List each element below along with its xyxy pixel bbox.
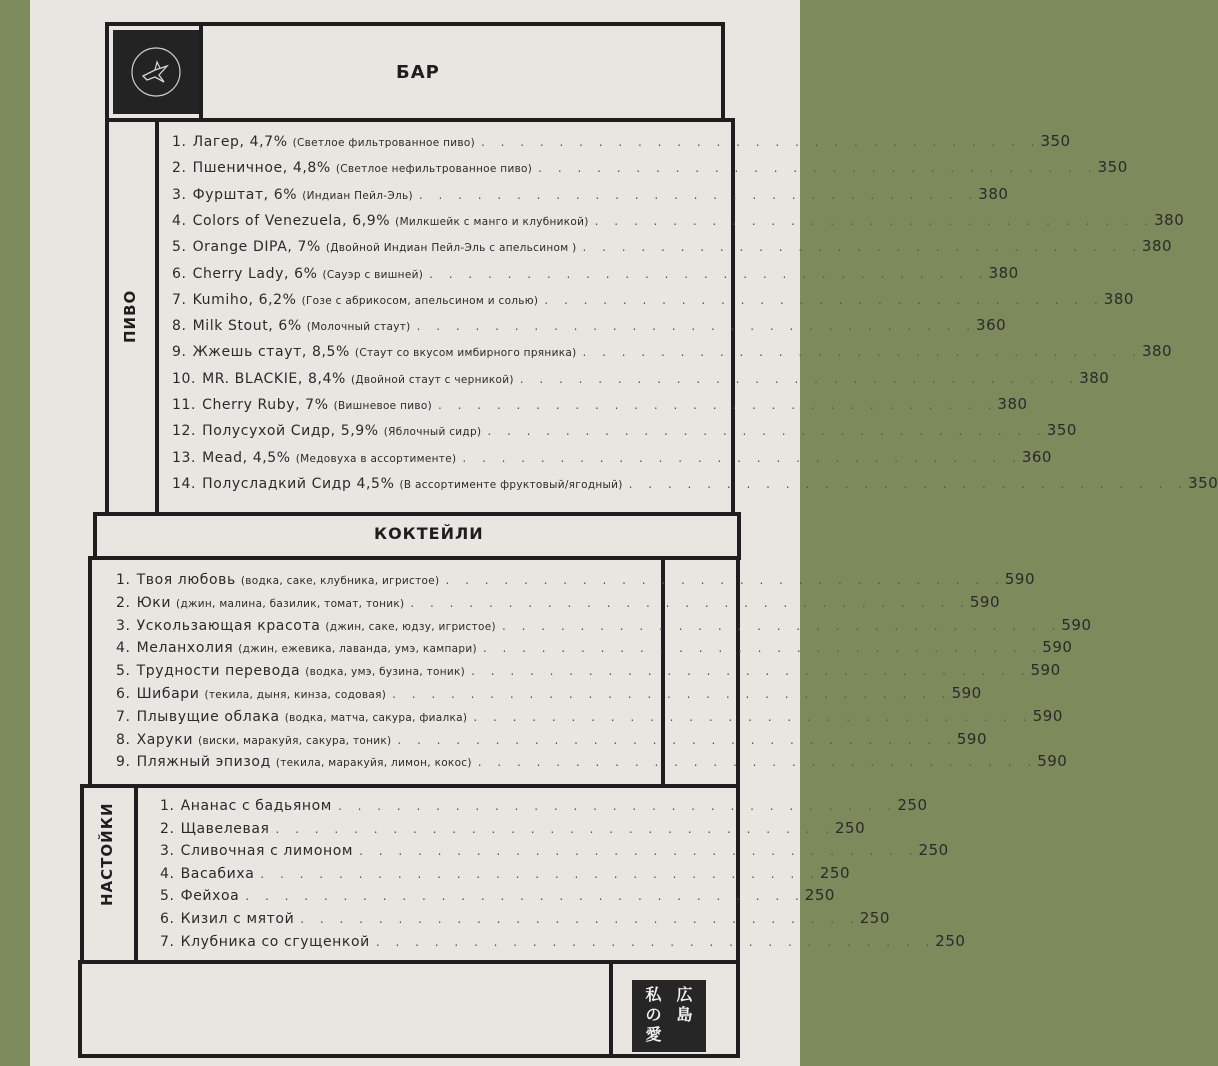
item-name: Ананас с бадьяном <box>180 798 332 814</box>
item-price: 250 <box>897 796 928 814</box>
item-price: 590 <box>951 684 982 702</box>
item-description: (текила, маракуйя, лимон, кокос) <box>275 757 472 770</box>
tinctures-divider <box>134 784 138 964</box>
item-price: 350 <box>1188 473 1218 492</box>
item-description: (Гозе с абрикосом, апельсином и солью) <box>301 294 539 307</box>
item-name: Milk Stout, 6% <box>192 318 302 335</box>
item-number: 14. <box>172 475 197 492</box>
item-number: 4. <box>116 640 131 657</box>
item-price: 590 <box>1032 706 1063 725</box>
item-name: Щавелевая <box>180 820 270 837</box>
bar-title: БАР <box>396 62 440 83</box>
item-description: (Милкшейк с манго и клубникой) <box>395 215 589 228</box>
item-number: 7. <box>172 291 187 308</box>
item-name: Фейхоа <box>180 888 240 905</box>
beer-divider <box>155 118 159 516</box>
item-description: (джин, саке, юдзу, игристое) <box>325 620 496 633</box>
item-name: Твоя любовь <box>136 572 236 588</box>
item-number: 4. <box>160 865 175 882</box>
item-number: 1. <box>172 134 187 150</box>
item-price: 590 <box>1061 615 1092 634</box>
beer-title: ПИВО <box>121 289 139 343</box>
item-name: MR. BLACKIE, 8,4% <box>202 370 346 387</box>
item-description: (Сауэр с вишней) <box>322 268 424 281</box>
leader-dots: . . . . . . . . . . . . . . . . . . . . . . . . . . . . . <box>437 398 998 412</box>
cocktail-item <box>116 729 987 748</box>
bird-icon <box>126 42 186 102</box>
item-name: Трудности перевода <box>136 663 301 680</box>
item-price: 380 <box>1079 368 1110 387</box>
item-name: Orange DIPA, 7% <box>192 239 321 256</box>
leader-dots: . . . . . . . . . . . . . . . . . . . . . . . . . . . . . <box>337 799 898 813</box>
item-description: (водка, матча, сакура, фиалка) <box>284 711 468 724</box>
item-number: 1. <box>116 572 131 588</box>
leader-dots: . . . . . . . . . . . . . . . . . . . . . . . . . . . . . <box>359 844 919 859</box>
leader-dots: . . . . . . . . . . . . . . . . . . . . . . . . . . . . . <box>594 213 1155 228</box>
leader-dots: . . . . . . . . . . . . . . . . . . . . . . . . . . . . . <box>628 476 1189 491</box>
item-description: (водка, умэ, бузина, тоник) <box>305 666 466 679</box>
item-name: Полусладкий Сидр 4,5% <box>202 475 395 492</box>
item-number: 8. <box>116 731 131 748</box>
tincture-item <box>160 796 928 814</box>
item-name: Пляжный эпизод <box>136 754 271 771</box>
cocktail-item <box>116 706 1063 725</box>
item-name: Харуки <box>136 731 194 748</box>
tinctures-title: НАСТОЙКИ <box>98 802 116 906</box>
tincture-item <box>160 886 835 905</box>
beer-item <box>172 342 1173 361</box>
beer-item <box>172 316 1007 335</box>
leader-dots: . . . . . . . . . . . . . . . . . . . . . . . . . . . . . <box>429 266 989 281</box>
item-price: 380 <box>978 184 1009 203</box>
leader-dots: . . . . . . . . . . . . . . . . . . . . . . . . . . . . . <box>410 595 970 610</box>
item-number: 2. <box>172 160 187 177</box>
item-number: 11. <box>172 397 197 413</box>
leader-dots: . . . . . . . . . . . . . . . . . . . . . . . . . . . . . <box>416 319 977 334</box>
item-number: 3. <box>160 843 175 860</box>
leader-dots: . . . . . . . . . . . . . . . . . . . . . . . . . . . . . <box>245 889 805 904</box>
item-number: 9. <box>172 344 187 361</box>
item-name: Mead, 4,5% <box>202 449 291 466</box>
beer-item <box>172 132 1071 150</box>
item-name: Фурштат, 6% <box>192 186 298 203</box>
item-price: 350 <box>1046 421 1077 440</box>
item-description: (Двойной Индиан Пейл-Эль с апельсином ) <box>325 242 577 255</box>
beer-item <box>172 289 1134 308</box>
cocktail-item <box>116 615 1092 634</box>
cocktail-item <box>116 684 982 702</box>
item-description: (водка, саке, клубника, игристое) <box>240 575 440 587</box>
leader-dots: . . . . . . . . . . . . . . . . . . . . . . . . . . . . . <box>582 240 1142 255</box>
item-description: (Светлое нефильтрованное пиво) <box>335 163 533 176</box>
item-price: 590 <box>1037 752 1068 771</box>
beer-item <box>172 237 1173 256</box>
item-name: Пшеничное, 4,8% <box>192 160 331 177</box>
leader-dots: . . . . . . . . . . . . . . . . . . . . . . . . . . . . . <box>519 371 1080 386</box>
item-description: (джин, малина, базилик, томат, тоник) <box>176 597 405 610</box>
item-name: Меланхолия <box>136 640 234 657</box>
item-price: 380 <box>1141 237 1173 256</box>
beer-item <box>172 184 1009 203</box>
item-price: 590 <box>1042 638 1073 657</box>
stamp-char: 愛 <box>645 1025 662 1044</box>
item-price: 360 <box>976 316 1007 335</box>
item-price: 590 <box>1030 661 1061 680</box>
stamp-char: 広 <box>676 985 693 1004</box>
stamp-char <box>669 1026 700 1046</box>
item-name: Сливочная с лимоном <box>180 843 354 860</box>
item-name: Кизил с мятой <box>180 911 295 927</box>
item-price: 250 <box>918 841 949 860</box>
cocktail-item <box>116 752 1068 771</box>
leader-dots: . . . . . . . . . . . . . . . . . . . . . . . . . . . . . <box>375 934 936 949</box>
item-description: (В ассортименте фруктовый/ягодный) <box>399 478 623 491</box>
item-description: (Стаут со вкусом имбирного пряника) <box>354 347 577 360</box>
item-number: 6. <box>172 265 187 282</box>
item-price: 380 <box>997 395 1028 413</box>
item-description: (текила, дыня, кинза, содовая) <box>204 689 387 701</box>
item-price: 250 <box>834 818 866 837</box>
item-name: Cherry Lady, 6% <box>192 265 318 282</box>
header-divider <box>199 22 203 122</box>
item-name: Ускользающая красота <box>136 617 321 634</box>
item-number: 5. <box>160 888 175 905</box>
hanko-stamp <box>632 980 706 1052</box>
item-description: (Молочный стаут) <box>306 321 411 334</box>
leader-dots: . . . . . . . . . . . . . . . . . . . . . . . . . . . . . <box>481 135 1041 149</box>
item-name: Cherry Ruby, 7% <box>202 397 329 413</box>
item-name: Жжешь стаут, 8,5% <box>192 344 350 361</box>
item-name: Плывущие облака <box>136 708 280 725</box>
cocktail-item <box>116 661 1061 680</box>
item-number: 13. <box>172 449 197 466</box>
item-number: 8. <box>172 318 187 335</box>
leader-dots: . . . . . . . . . . . . . . . . . . . . . . . . . . . . . <box>471 664 1031 679</box>
beer-item <box>172 368 1110 387</box>
item-name: Лагер, 4,7% <box>192 134 288 150</box>
item-description: (Двойной стаут с черникой) <box>350 373 514 386</box>
beer-item <box>172 447 1052 466</box>
item-number: 3. <box>116 617 131 634</box>
item-number: 3. <box>172 186 187 203</box>
item-price: 380 <box>1154 210 1185 229</box>
item-number: 6. <box>160 911 175 927</box>
item-name: Полусухой Сидр, 5,9% <box>202 423 379 440</box>
item-number: 9. <box>116 754 131 771</box>
item-number: 5. <box>172 239 187 256</box>
stamp-char: 私 <box>645 985 662 1004</box>
item-name: Kumiho, 6,2% <box>192 291 297 308</box>
leader-dots: . . . . . . . . . . . . . . . . . . . . . . . . . . . . . <box>482 641 1043 656</box>
item-name: Шибари <box>136 686 200 702</box>
leader-dots: . . . . . . . . . . . . . . . . . . . . . . . . . . . . . <box>300 912 860 926</box>
logo <box>113 30 199 114</box>
leader-dots: . . . . . . . . . . . . . . . . . . . . . . . . . . . . . <box>462 450 1022 465</box>
item-number: 1. <box>160 798 175 814</box>
item-number: 7. <box>116 708 131 725</box>
item-number: 7. <box>160 933 175 950</box>
item-number: 6. <box>116 686 131 702</box>
leader-dots: . . . . . . . . . . . . . . . . . . . . . . . . . . . . . <box>544 292 1104 307</box>
leader-dots: . . . . . . . . . . . . . . . . . . . . . . . . . . . . . <box>473 709 1033 724</box>
item-number: 4. <box>172 212 187 229</box>
item-description: (Яблочный сидр) <box>383 426 482 439</box>
item-name: Клубника со сгущенкой <box>180 933 370 950</box>
item-description: (виски, маракуйя, сакура, тоник) <box>198 734 392 747</box>
leader-dots: . . . . . . . . . . . . . . . . . . . . . . . . . . . . . <box>260 866 820 881</box>
beer-item <box>172 210 1185 229</box>
item-price: 250 <box>859 909 890 927</box>
item-name: Юки <box>136 594 172 611</box>
stamp-char: の <box>645 1005 662 1024</box>
item-price: 250 <box>819 863 850 882</box>
leader-dots: . . . . . . . . . . . . . . . . . . . . . . . . . . . . . <box>445 573 1005 587</box>
leader-dots: . . . . . . . . . . . . . . . . . . . . . . . . . . . . . <box>538 161 1098 176</box>
item-price: 590 <box>1004 570 1036 588</box>
footer-divider <box>609 960 613 1058</box>
item-number: 5. <box>116 663 131 680</box>
item-price: 360 <box>1021 447 1052 466</box>
cocktail-item <box>116 570 1036 588</box>
item-price: 350 <box>1097 158 1128 177</box>
beer-item <box>172 263 1019 282</box>
item-price: 380 <box>988 263 1019 282</box>
leader-dots: . . . . . . . . . . . . . . . . . . . . . . . . . . . . . <box>582 345 1142 360</box>
item-description: (джин, ежевика, лаванда, умэ, кампари) <box>238 643 477 656</box>
item-price: 380 <box>1103 289 1134 308</box>
item-name: Васабиха <box>180 865 255 882</box>
item-price: 590 <box>969 592 1000 611</box>
beer-item <box>172 158 1128 177</box>
leader-dots: . . . . . . . . . . . . . . . . . . . . . . . . . . . . . <box>397 732 957 747</box>
item-number: 2. <box>116 594 131 611</box>
item-price: 590 <box>956 729 987 748</box>
leader-dots: . . . . . . . . . . . . . . . . . . . . . . . . . . . . . <box>418 187 979 202</box>
tincture-item <box>160 841 949 860</box>
item-description: (Светлое фильтрованное пиво) <box>292 137 475 149</box>
cocktails-title: КОКТЕЙЛИ <box>374 524 484 543</box>
tincture-item <box>160 818 866 837</box>
item-price: 380 <box>1141 342 1173 361</box>
leader-dots: . . . . . . . . . . . . . . . . . . . . . . . . . . . . . <box>501 618 1062 633</box>
leader-dots: . . . . . . . . . . . . . . . . . . . . . . . . . . . . . <box>487 424 1047 439</box>
leader-dots: . . . . . . . . . . . . . . . . . . . . . . . . . . . . . <box>392 687 952 701</box>
beer-item <box>172 473 1218 492</box>
beer-item <box>172 421 1077 440</box>
item-number: 10. <box>172 370 197 387</box>
item-name: Colors of Venezuela, 6,9% <box>192 212 391 229</box>
tincture-item <box>160 909 890 927</box>
leader-dots: . . . . . . . . . . . . . . . . . . . . . . . . . . . . . <box>275 821 835 836</box>
tincture-item <box>160 863 850 882</box>
item-number: 12. <box>172 423 197 440</box>
item-description: (Медовуха в ассортименте) <box>295 452 457 465</box>
stamp-char: 島 <box>676 1005 693 1024</box>
cocktail-item <box>116 638 1073 657</box>
tincture-item <box>160 931 966 950</box>
cocktail-item <box>116 592 1000 611</box>
leader-dots: . . . . . . . . . . . . . . . . . . . . . . . . . . . . . <box>477 755 1038 770</box>
item-number: 2. <box>160 820 175 837</box>
item-price: 250 <box>935 931 966 950</box>
item-description: (Вишневое пиво) <box>333 400 432 412</box>
item-description: (Индиан Пейл-Эль) <box>302 189 413 202</box>
beer-item <box>172 395 1028 413</box>
item-price: 350 <box>1040 132 1071 150</box>
item-price: 250 <box>804 886 835 905</box>
